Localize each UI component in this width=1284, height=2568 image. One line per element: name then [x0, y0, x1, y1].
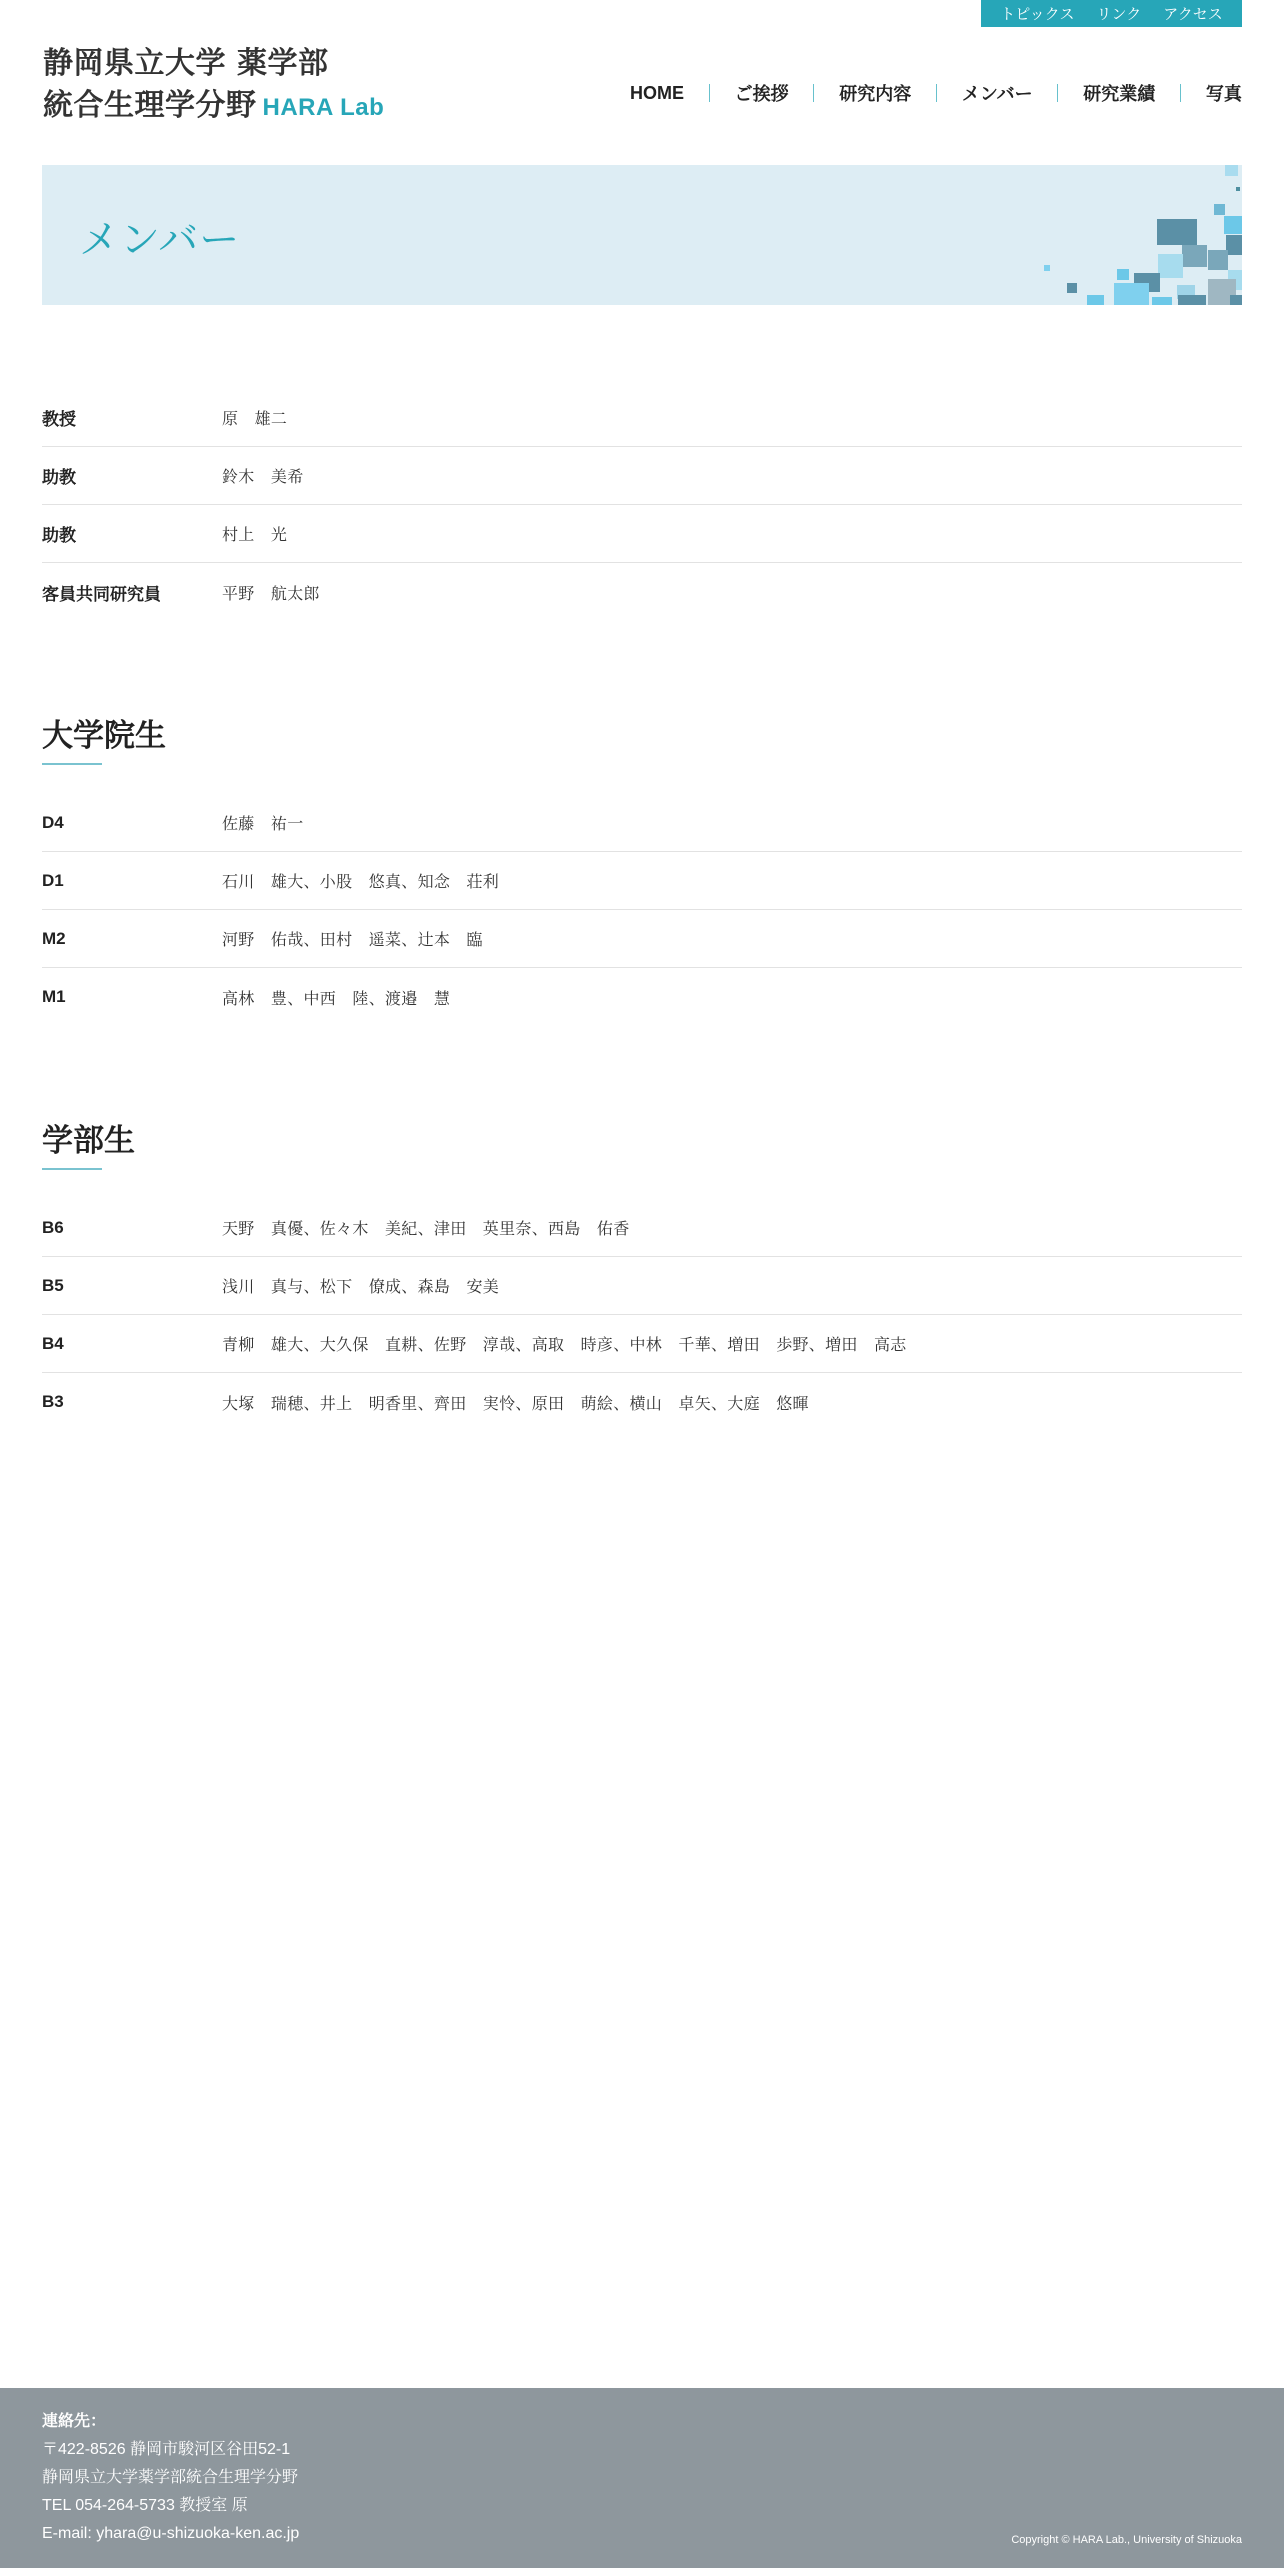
nav-separator: [813, 84, 814, 102]
member-names: 浅川 真与、松下 僚成、森島 安美: [222, 1277, 500, 1296]
member-names: 石川 雄大、小股 悠真、知念 荘利: [222, 872, 500, 891]
table-row: [42, 1373, 1242, 1431]
nav-home[interactable]: HOME: [630, 82, 684, 103]
member-role: 助教: [42, 468, 76, 487]
member-names: 天野 真優、佐々木 美紀、津田 英里奈、西島 佑香: [222, 1219, 630, 1238]
table-row: [42, 563, 1242, 621]
contact-address: 〒422-8526 静岡市駿河区谷田52-1: [42, 2441, 291, 2458]
member-role: D4: [42, 812, 64, 832]
member-names: 村上 光: [222, 525, 288, 544]
member-names: 平野 航太郎: [222, 583, 320, 603]
member-names: 大塚 瑞穂、井上 明香里、齊田 実怜、原田 萌絵、横山 卓矢、大庭 悠暉: [222, 1393, 809, 1413]
member-role: B6: [42, 1217, 64, 1237]
member-role: M1: [42, 987, 66, 1006]
member-role: B5: [42, 1275, 64, 1295]
site-logo[interactable]: [43, 43, 384, 129]
access-link[interactable]: アクセス: [1163, 5, 1223, 23]
table-row: [42, 852, 1242, 910]
copyright: Copyright © HARA Lab., University of Shizuoka: [1011, 2534, 1242, 2546]
member-names: 鈴木 美希: [222, 467, 304, 486]
member-names: 高林 豊、中西 陸、渡邉 慧: [222, 988, 451, 1008]
table-row: [42, 447, 1242, 505]
contact-email[interactable]: E-mail: yhara@u-shizuoka-ken.ac.jp: [42, 2525, 300, 2542]
staff-table: [42, 389, 1242, 621]
member-role: 客員共同研究員: [42, 584, 161, 604]
nav-photos[interactable]: 写真: [1205, 84, 1242, 104]
contact-phone: TEL 054-264-5733 教授室 原: [42, 2497, 248, 2514]
table-row: [42, 389, 1242, 447]
graduate-table: [42, 794, 1242, 1026]
table-row: [42, 968, 1242, 1026]
logo-line1: 静岡県立大学 薬学部: [43, 46, 329, 81]
table-row: [42, 1315, 1242, 1373]
member-role: D1: [42, 870, 64, 890]
logo-line2: [43, 85, 384, 129]
logo-line2-text: 統合生理学分野: [43, 88, 257, 123]
table-row: [42, 794, 1242, 852]
page-banner: [42, 165, 1242, 305]
table-row: [42, 505, 1242, 563]
member-names: 佐藤 祐一: [222, 814, 304, 833]
table-row: [42, 1257, 1242, 1315]
undergrad-table: [42, 1199, 1242, 1431]
member-role: 教授: [42, 410, 76, 429]
member-role: 助教: [42, 526, 76, 545]
member-role: B4: [42, 1333, 64, 1353]
logo-sub: HARA Lab: [262, 94, 385, 121]
site-footer: [0, 2388, 1284, 2568]
member-role: M2: [42, 928, 66, 948]
member-names: 原 雄二: [222, 409, 288, 428]
member-names: 青柳 雄大、大久保 直耕、佐野 淳哉、高取 時彦、中林 千華、増田 歩野、増田 高志: [222, 1335, 907, 1354]
topics-link[interactable]: トピックス: [1000, 5, 1075, 23]
nav-separator: [1180, 84, 1181, 102]
mosaic-decoration: [1012, 165, 1242, 305]
links-link[interactable]: リンク: [1096, 5, 1142, 23]
nav-separator: [936, 84, 937, 102]
contact-info: [42, 2408, 299, 2548]
member-names: 河野 佑哉、田村 遥菜、辻本 臨: [222, 930, 483, 949]
contact-department: 静岡県立大学薬学部統合生理学分野: [42, 2469, 299, 2486]
table-row: [42, 910, 1242, 968]
undergrad-section-title: 学部生: [42, 1123, 135, 1159]
member-role: B3: [42, 1392, 64, 1411]
contact-label: 連絡先：: [42, 2413, 107, 2430]
table-row: [42, 1199, 1242, 1257]
nav-research[interactable]: 研究内容: [839, 84, 912, 104]
page-title: メンバー: [79, 217, 241, 263]
section-underline: [42, 763, 102, 765]
nav-greeting[interactable]: ご挨拶: [734, 84, 789, 104]
nav-members[interactable]: メンバー: [961, 84, 1033, 104]
nav-publications[interactable]: 研究業績: [1083, 84, 1156, 104]
main-nav: [630, 80, 1242, 106]
nav-separator: [709, 84, 710, 102]
nav-separator: [1057, 84, 1058, 102]
section-underline: [42, 1168, 102, 1170]
utility-links-bar: [981, 0, 1242, 27]
graduate-section-title: 大学院生: [42, 718, 166, 754]
